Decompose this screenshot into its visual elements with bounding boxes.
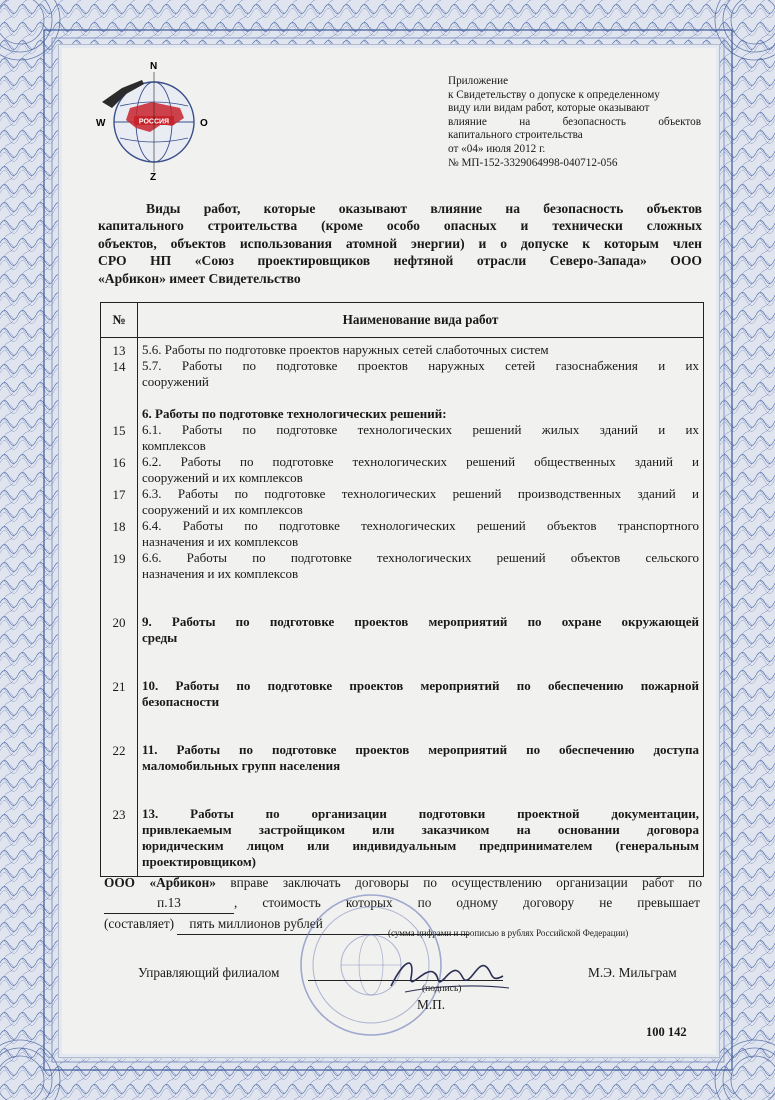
work-line (142, 582, 699, 598)
table-row (101, 338, 704, 877)
heading-line: объектов, объектов использования атомной энергии) и о допуске к которым член (98, 235, 702, 251)
row-number (102, 391, 136, 407)
number-column (101, 338, 138, 877)
row-number (102, 759, 136, 775)
svg-text:W: W (96, 118, 106, 129)
row-number (102, 567, 136, 583)
svg-text:N: N (150, 61, 158, 72)
row-number: 18 (112, 519, 126, 534)
work-line (142, 646, 699, 662)
column-header-name: Наименование вида работ (138, 303, 704, 338)
work-line (142, 710, 699, 726)
row-number (102, 695, 136, 711)
row-number (102, 727, 136, 743)
work-line: сооружений и их комплексов (142, 470, 303, 485)
work-line: 9. Работы по подготовке проектов мероприятий по охране окружающей (142, 614, 699, 629)
work-line (142, 390, 699, 406)
row-number (102, 839, 136, 855)
work-line: 5.7. Работы по подготовке проектов наружных сетей газоснабжения и их (142, 358, 699, 373)
row-number: 17 (112, 487, 126, 502)
signer-name: М.Э. Мильграм (588, 965, 677, 980)
work-line: маломобильных групп населения (142, 758, 341, 773)
svg-text:O: O (200, 118, 208, 129)
row-number (102, 599, 136, 615)
row-number: 21 (112, 679, 126, 694)
work-line: назначения и их комплексов (142, 566, 299, 581)
work-line: 6.4. Работы по подготовке технологических решений объектов транспортного (142, 518, 699, 533)
appendix-date: от «04» июля 2012 г. (448, 142, 546, 155)
work-line: 6.2. Работы по подготовке технологических решений общественных зданий и (142, 454, 699, 469)
row-number (102, 439, 136, 455)
work-line: комплексов (142, 438, 206, 453)
signer-position: Управляющий филиалом (138, 965, 280, 980)
row-number (102, 647, 136, 663)
work-line: 6.3. Работы по подготовке технологических решений производственных зданий и (142, 486, 699, 501)
row-number (102, 711, 136, 727)
row-number: 16 (112, 455, 126, 470)
appendix-line: Приложение (448, 75, 509, 87)
amount-caption: (сумма цифрами и прописью в рублях Российской Федерации) (388, 928, 629, 938)
work-line (142, 598, 699, 614)
signature-caption: (подпись) (422, 984, 462, 994)
works-table (100, 302, 704, 877)
company-name: ООО «Арбикон» (104, 875, 216, 890)
seal-place-label: М.П. (417, 997, 446, 1012)
item-reference: п.13 (104, 893, 234, 914)
column-header-number: № (101, 303, 138, 338)
work-line: 10. Работы по подготовке проектов мероприятий по обеспечению пожарной (142, 678, 699, 693)
row-number (102, 855, 136, 871)
work-line: 6. Работы по подготовке технологических решений: (142, 406, 447, 421)
work-line: сооружений и их комплексов (142, 502, 303, 517)
row-number: 13 (112, 343, 126, 358)
work-line (142, 774, 699, 790)
work-line: 6.6. Работы по подготовке технологических решений объектов сельского (142, 550, 699, 565)
work-line: проектировщиком) (142, 854, 257, 869)
svg-text:Z: Z (150, 172, 157, 182)
row-number (102, 663, 136, 679)
work-line: 5.6. Работы по подготовке проектов наружных сетей слаботочных систем (142, 342, 549, 357)
footer-text-1: вправе заключать договоры по осуществлению организации работ по (215, 875, 702, 890)
row-number (102, 535, 136, 551)
heading-line: «Арбикон» имеет Свидетельство (98, 270, 301, 286)
serial-number: 100 142 (646, 1025, 687, 1039)
row-number (102, 631, 136, 647)
work-line: юридическим лицом или индивидуальным предпринимателем (генеральным (142, 838, 699, 853)
row-number (102, 823, 136, 839)
row-number: 20 (112, 615, 126, 630)
footer-text-2: , стоимость которых по одному договору не превышает (234, 895, 700, 910)
appendix-number: № МП-152-3329064998-040712-056 (448, 156, 618, 169)
appendix-line: капитального строительства (448, 129, 583, 142)
table-header-row (101, 303, 704, 338)
row-number: 15 (112, 423, 126, 438)
work-line (142, 790, 699, 806)
amount-value: пять миллионов рублей (177, 914, 469, 935)
row-number: 22 (112, 743, 126, 758)
work-line: привлекаемым застройщиком или заказчиком на основании договора (142, 822, 699, 837)
work-line: безопасности (142, 694, 220, 709)
footer-text-3: (составляет) (104, 916, 175, 931)
work-line: 6.1. Работы по подготовке технологических решений жилых зданий и их (142, 422, 699, 437)
row-number: 14 (112, 359, 126, 374)
row-number: 23 (112, 807, 126, 822)
work-line: назначения и их комплексов (142, 534, 299, 549)
work-line: 13. Работы по организации подготовки проектной документации, (142, 806, 699, 821)
work-line: сооружений (142, 374, 209, 389)
row-number (102, 407, 136, 423)
svg-text:РОССИЯ: РОССИЯ (138, 118, 170, 126)
appendix-line: к Свидетельству о допуске к определенному (448, 88, 660, 101)
name-column (138, 338, 704, 877)
work-line: 11. Работы по подготовке проектов мероприятий по обеспечению доступа (142, 742, 699, 757)
row-number (102, 775, 136, 791)
row-number (102, 583, 136, 599)
row-number (102, 471, 136, 487)
appendix-block (448, 75, 701, 170)
appendix-line: влияние на безопасность объектов (448, 115, 701, 128)
row-number (102, 503, 136, 519)
work-line (142, 662, 699, 678)
work-line (142, 726, 699, 742)
row-number: 19 (112, 551, 126, 566)
heading-line: Виды работ, которые оказывают влияние на безопасность объектов (146, 201, 702, 216)
work-line: среды (142, 630, 178, 645)
row-number (102, 375, 136, 391)
appendix-line: виду или видам работ, которые оказывают (448, 102, 650, 115)
document-heading (98, 200, 702, 287)
row-number (102, 791, 136, 807)
heading-line: капитального строительства (кроме особо опасных и технически сложных (98, 218, 702, 234)
heading-line: СРО НП «Союз проектировщиков нефтяной отрасли Северо-Запада» ООО (98, 253, 702, 269)
globe-logo (92, 58, 212, 182)
